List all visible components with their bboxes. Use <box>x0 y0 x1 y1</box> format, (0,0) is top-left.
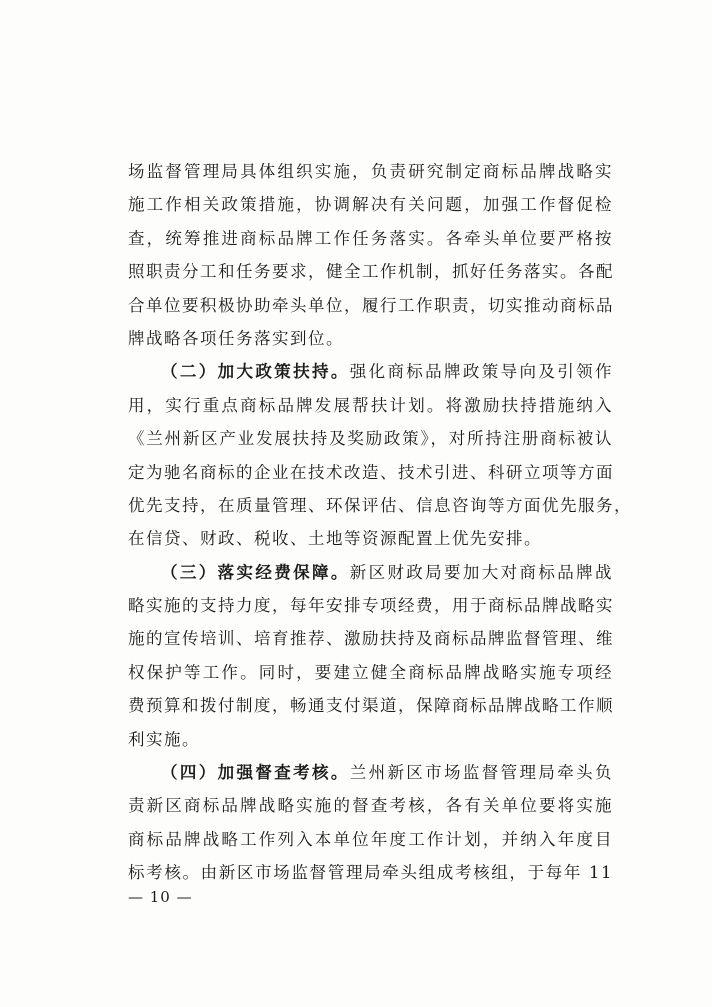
text-line: 权保护等工作。同时，要建立健全商标品牌战略实施专项经 <box>128 662 613 682</box>
section-heading: （三）落实经费保障。 <box>161 562 350 582</box>
section-heading: （二）加大政策扶持。 <box>161 362 350 382</box>
text-fragment: 兰州新区市场监督管理局牵头负 <box>349 763 614 783</box>
section-heading-line <box>128 556 613 589</box>
text-line: 施的宣传培训、培育推荐、激励扶持及商标品牌监督管理、维 <box>128 629 614 649</box>
section-heading-line <box>128 756 613 789</box>
text-line: 定为驰名商标的企业在技术改造、技术引进、科研立项等方面 <box>128 462 614 482</box>
text-fragment: 强化商标品牌政策导向及引领作 <box>349 362 614 382</box>
text-line: 合单位要积极协助牵头单位，履行工作职责，切实推动商标品 <box>128 295 614 315</box>
text-line: 优先支持，在质量管理、环保评估、信息咨询等方面优先服务， <box>128 495 632 515</box>
section-heading: （四）加强督查考核。 <box>161 763 350 783</box>
text-line: 照职责分工和任务要求，健全工作机制，抓好任务落实。各配 <box>128 262 614 282</box>
text-fragment: 新区财政局要加大对商标品牌战 <box>349 562 614 582</box>
body-text <box>128 155 632 890</box>
section-heading-line <box>128 355 613 388</box>
text-line: 责新区商标品牌战略实施的督查考核，各有关单位要将实施 <box>128 796 613 816</box>
text-line: 在信贷、财政、税收、土地等资源配置上优先安排。 <box>128 529 542 549</box>
text-line: 略实施的支持力度，每年安排专项经费，用于商标品牌战略实 <box>128 596 614 616</box>
page-number: — 10 — <box>128 888 193 906</box>
text-line: 牌战略各项任务落实到位。 <box>128 328 344 348</box>
text-line: 查，统筹推进商标品牌工作任务落实。各牵头单位要严格按 <box>128 228 613 248</box>
text-line: 商标品牌战略工作列入本单位年度工作计划，并纳入年度目 <box>128 829 613 849</box>
text-line: 利实施。 <box>128 729 200 749</box>
text-line: 《兰州新区产业发展扶持及奖励政策》，对所持注册商标被认 <box>128 429 613 449</box>
text-line: 场监督管理局具体组织实施，负责研究制定商标品牌战略实 <box>128 162 613 181</box>
text-line: 施工作相关政策措施，协调解决有关问题，加强工作督促检 <box>128 195 613 215</box>
text-line: 费预算和拨付制度，畅通支付渠道，保障商标品牌战略工作顺 <box>128 696 614 716</box>
text-line: 标考核。由新区市场监督管理局牵头组成考核组，于每年 11 <box>128 863 613 883</box>
text-line: 用，实行重点商标品牌发展帮扶计划。将激励扶持措施纳入 <box>128 395 613 415</box>
